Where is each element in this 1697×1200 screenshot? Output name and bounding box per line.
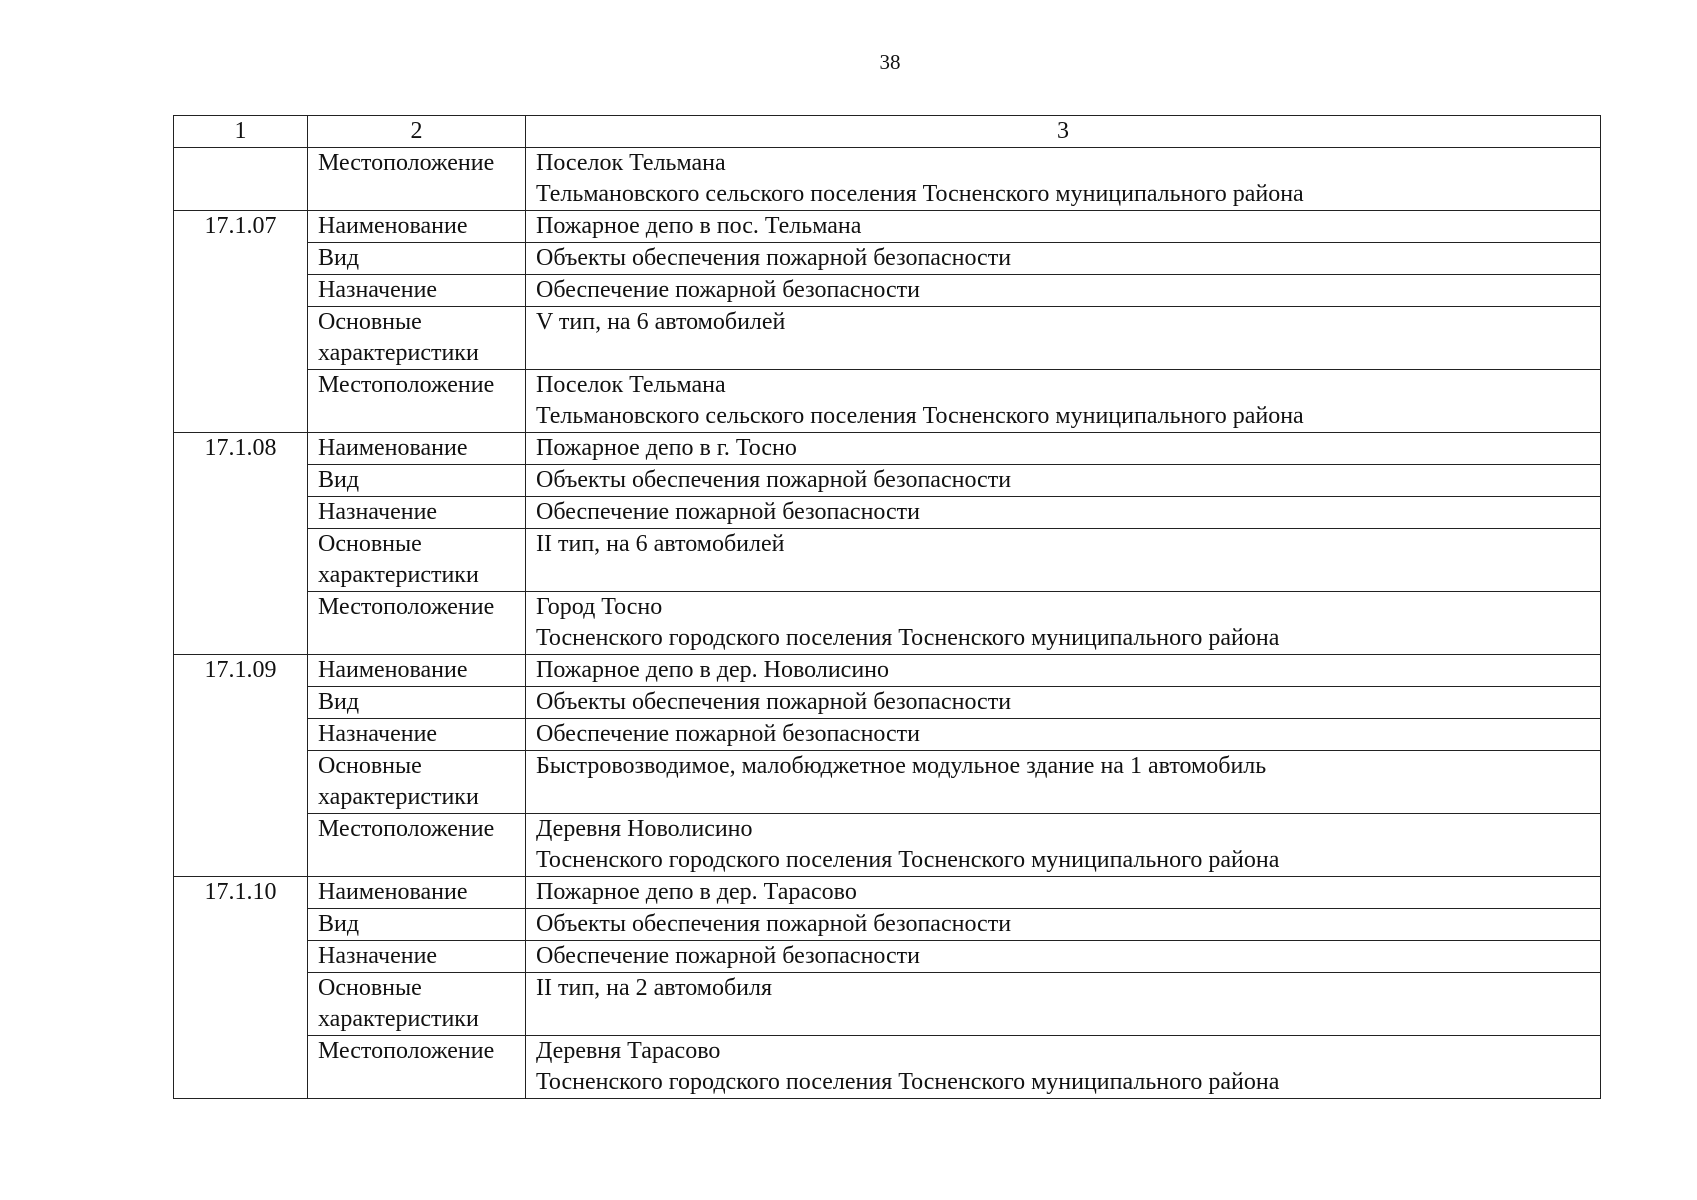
value-line: Обеспечение пожарной безопасности xyxy=(536,277,921,303)
table-header-row xyxy=(174,116,1601,148)
value-line: V тип, на 6 автомобилей xyxy=(536,309,786,335)
value-line: Тельмановского сельского поселения Тосненского муниципального района xyxy=(536,181,1304,207)
field-label: Вид xyxy=(308,465,526,497)
table-row xyxy=(174,529,1601,592)
field-label: Местоположение xyxy=(308,148,526,211)
field-label: Местоположение xyxy=(308,1036,526,1099)
field-label: Основные характеристики xyxy=(308,307,526,370)
value-line: Пожарное депо в дер. Новолисино xyxy=(536,657,890,683)
field-label: Местоположение xyxy=(308,370,526,433)
field-value xyxy=(526,370,1601,433)
record-number: 17.1.08 xyxy=(174,433,308,655)
header-cell-3: 3 xyxy=(526,116,1601,148)
field-value xyxy=(526,973,1601,1036)
record-number: 17.1.09 xyxy=(174,655,308,877)
value-line: Объекты обеспечения пожарной безопасности xyxy=(536,245,1012,271)
value-line: Обеспечение пожарной безопасности xyxy=(536,721,921,747)
value-line: Пожарное депо в дер. Тарасово xyxy=(536,879,857,905)
field-label: Назначение xyxy=(308,719,526,751)
value-line: Поселок Тельмана xyxy=(536,372,726,398)
field-label: Вид xyxy=(308,243,526,275)
table-row xyxy=(174,941,1601,973)
table-row xyxy=(174,370,1601,433)
field-value xyxy=(526,814,1601,877)
field-label: Основные характеристики xyxy=(308,973,526,1036)
record-number: 17.1.07 xyxy=(174,211,308,433)
field-value xyxy=(526,148,1601,211)
value-line: Объекты обеспечения пожарной безопасности xyxy=(536,689,1012,715)
value-line: Деревня Тарасово xyxy=(536,1038,721,1064)
value-line: Тельмановского сельского поселения Тосненского муниципального района xyxy=(536,403,1304,429)
field-value xyxy=(526,243,1601,275)
table-row xyxy=(174,465,1601,497)
table-row xyxy=(174,307,1601,370)
field-label: Наименование xyxy=(308,655,526,687)
field-value xyxy=(526,529,1601,592)
value-line xyxy=(536,560,1590,591)
value-line: Город Тосно xyxy=(536,594,663,620)
field-label: Местоположение xyxy=(308,592,526,655)
field-value xyxy=(526,941,1601,973)
field-label: Назначение xyxy=(308,497,526,529)
table-row xyxy=(174,814,1601,877)
field-value xyxy=(526,211,1601,243)
field-value xyxy=(526,592,1601,655)
field-label: Местоположение xyxy=(308,814,526,877)
continuation-row xyxy=(174,148,1601,211)
field-value xyxy=(526,909,1601,941)
field-value xyxy=(526,1036,1601,1099)
table-body xyxy=(174,116,1601,1099)
field-value xyxy=(526,433,1601,465)
field-value xyxy=(526,275,1601,307)
header-cell-2: 2 xyxy=(308,116,526,148)
value-line: Обеспечение пожарной безопасности xyxy=(536,499,921,525)
record-number: 17.1.10 xyxy=(174,877,308,1099)
field-value xyxy=(526,751,1601,814)
field-value xyxy=(526,877,1601,909)
field-label: Вид xyxy=(308,909,526,941)
table-row xyxy=(174,592,1601,655)
empty-number-cell xyxy=(174,148,308,211)
field-value xyxy=(526,465,1601,497)
header-cell-1: 1 xyxy=(174,116,308,148)
field-label: Основные характеристики xyxy=(308,751,526,814)
field-value xyxy=(526,687,1601,719)
table-row xyxy=(174,497,1601,529)
table-row xyxy=(174,909,1601,941)
value-line: Тосненского городского поселения Тосненского муниципального района xyxy=(536,1069,1280,1095)
value-line: Пожарное депо в г. Тосно xyxy=(536,435,797,461)
table-row xyxy=(174,687,1601,719)
field-label: Наименование xyxy=(308,211,526,243)
table-row xyxy=(174,719,1601,751)
table-row xyxy=(174,751,1601,814)
table-row xyxy=(174,1036,1601,1099)
field-value xyxy=(526,655,1601,687)
value-line: Объекты обеспечения пожарной безопасности xyxy=(536,467,1012,493)
field-label: Назначение xyxy=(308,275,526,307)
field-label: Наименование xyxy=(308,433,526,465)
value-line: Поселок Тельмана xyxy=(536,150,726,176)
value-line: Тосненского городского поселения Тосненского муниципального района xyxy=(536,625,1280,651)
field-value xyxy=(526,497,1601,529)
table-row xyxy=(174,877,1601,909)
value-line xyxy=(536,338,1590,369)
table-row xyxy=(174,275,1601,307)
value-line: Пожарное депо в пос. Тельмана xyxy=(536,213,862,239)
value-line: Обеспечение пожарной безопасности xyxy=(536,943,921,969)
value-line xyxy=(536,782,1590,813)
field-value xyxy=(526,307,1601,370)
value-line: II тип, на 6 автомобилей xyxy=(536,531,785,557)
table-row xyxy=(174,655,1601,687)
field-label: Вид xyxy=(308,687,526,719)
value-line: II тип, на 2 автомобиля xyxy=(536,975,773,1001)
table-row xyxy=(174,211,1601,243)
field-label: Основные характеристики xyxy=(308,529,526,592)
page-number: 38 xyxy=(879,50,901,74)
table-row xyxy=(174,433,1601,465)
field-label: Наименование xyxy=(308,877,526,909)
field-label: Назначение xyxy=(308,941,526,973)
value-line: Объекты обеспечения пожарной безопасности xyxy=(536,911,1012,937)
value-line: Тосненского городского поселения Тосненского муниципального района xyxy=(536,847,1280,873)
table-row xyxy=(174,243,1601,275)
facilities-table xyxy=(173,115,1601,1099)
value-line: Быстровозводимое, малобюджетное модульное здание на 1 автомобиль xyxy=(536,753,1267,779)
value-line: Деревня Новолисино xyxy=(536,816,753,842)
field-value xyxy=(526,719,1601,751)
table-row xyxy=(174,973,1601,1036)
value-line xyxy=(536,1004,1590,1035)
